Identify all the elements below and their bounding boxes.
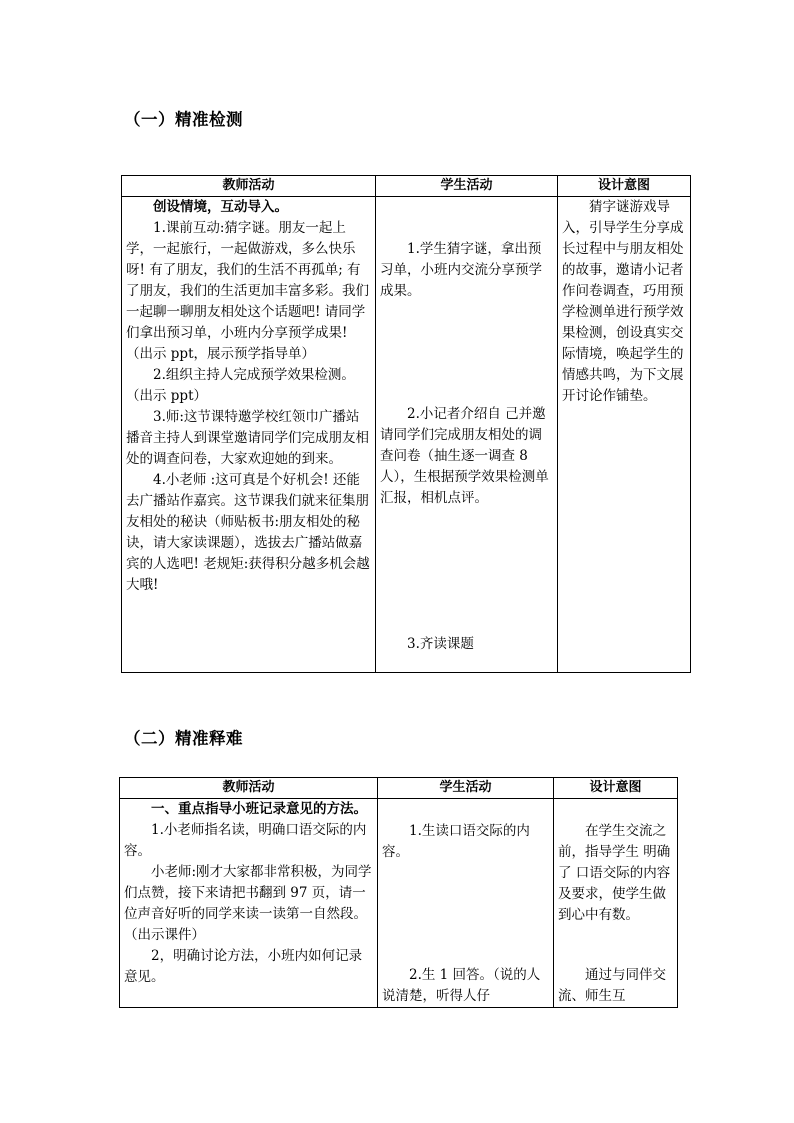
student-activity-cell bbox=[378, 799, 554, 1008]
student-step: 1.生读口语交际的内容。 bbox=[382, 823, 530, 860]
teacher-step: 2.组织主持人完成预学效果检测。（出示 ppt） bbox=[126, 367, 355, 404]
teacher-step: 3.师:这节课特邀学校红领巾广播站播音主持人到课堂邀请同学们完成朋友相处的调查问卷，大家欢迎她的到来。 bbox=[126, 409, 369, 467]
teacher-step: 1.小老师指名读，明确口语交际的内容。 bbox=[124, 822, 367, 859]
student-step: 3.齐读课题 bbox=[407, 636, 474, 652]
header-design: 设计意图 bbox=[554, 778, 678, 799]
section2-table bbox=[119, 777, 678, 1008]
header-teacher: 教师活动 bbox=[122, 176, 376, 197]
section-subtitle: 创设情境，互动导入。 bbox=[153, 199, 288, 215]
section1-heading: （一）精准检测 bbox=[124, 110, 243, 129]
teacher-activity-cell bbox=[120, 799, 378, 1008]
design-intent-text: 在学生交流之前，指导学生 明确了 口语交际的内容及要求，使学生做到心中有数。 bbox=[558, 823, 671, 923]
teacher-step: 2，明确讨论方法，小班内如何记录意见。 bbox=[124, 948, 363, 985]
student-step: 2.生 1 回答。（说的人说清楚，听得人仔 bbox=[382, 967, 541, 1004]
design-intent-cell bbox=[554, 799, 678, 1008]
table-row bbox=[122, 197, 691, 673]
teacher-step: 小老师:刚才大家都非常积极，为同学们点赞，接下来请把书翻到 97 页，请一位声音好听的同学来读一读第一自然段。（出示课件） bbox=[124, 864, 372, 943]
student-step: 2.小记者介绍自 己并邀请同学们完成朋友相处的调查问卷（抽生逐一调查 8 人），生根据预学效果检测单汇报，相机点评。 bbox=[380, 406, 549, 506]
student-step: 1.学生猜字谜，拿出预习单，小班内交流分享预学成果。 bbox=[380, 241, 542, 299]
header-student: 学生活动 bbox=[376, 176, 558, 197]
design-intent-text: 通过与同伴交流、师生互 bbox=[558, 967, 666, 1004]
teacher-activity-cell bbox=[122, 197, 376, 673]
header-student: 学生活动 bbox=[378, 778, 554, 799]
student-activity-cell bbox=[376, 197, 558, 673]
design-intent-cell bbox=[558, 197, 691, 673]
table-header-row bbox=[122, 176, 691, 197]
table-header-row bbox=[120, 778, 678, 799]
table-row bbox=[120, 799, 678, 1008]
header-teacher: 教师活动 bbox=[120, 778, 378, 799]
teacher-step: 1.课前互动:猜字谜。朋友一起上学，一起旅行，一起做游戏，多么快乐呀! 有了朋友，我们的生活不再孤单; 有了朋友，我们的生活更加丰富多彩。我们一起聊一聊朋友相处这个话题吧! 请同学们拿出预习单，小班内分享预学成果!（出示 ppt，展示预学指导单） bbox=[126, 220, 369, 362]
design-intent-text: 猜字谜游戏导入，引导学生分享成长过程中与朋友相处的故事，邀请小记者作问卷调查，巧用预学检测单进行预学效果检测，创设真实交际情境，唤起学生的情感共鸣，为下文展开讨论作铺垫。 bbox=[562, 199, 684, 404]
section1-table bbox=[121, 175, 691, 673]
section2-heading: （二）精准释难 bbox=[124, 729, 243, 748]
section-subtitle: 一、重点指导小班记录意见的方法。 bbox=[151, 801, 367, 817]
header-design: 设计意图 bbox=[558, 176, 691, 197]
teacher-step: 4.小老师 :这可真是个好机会! 还能去广播站作嘉宾。这节课我们就来征集朋友相处的秘诀（师贴板书:朋友相处的秘诀，请大家读课题），选拔去广播站做嘉宾的人选吧! 老规矩:获得积分越多机会越大哦! bbox=[126, 472, 370, 593]
